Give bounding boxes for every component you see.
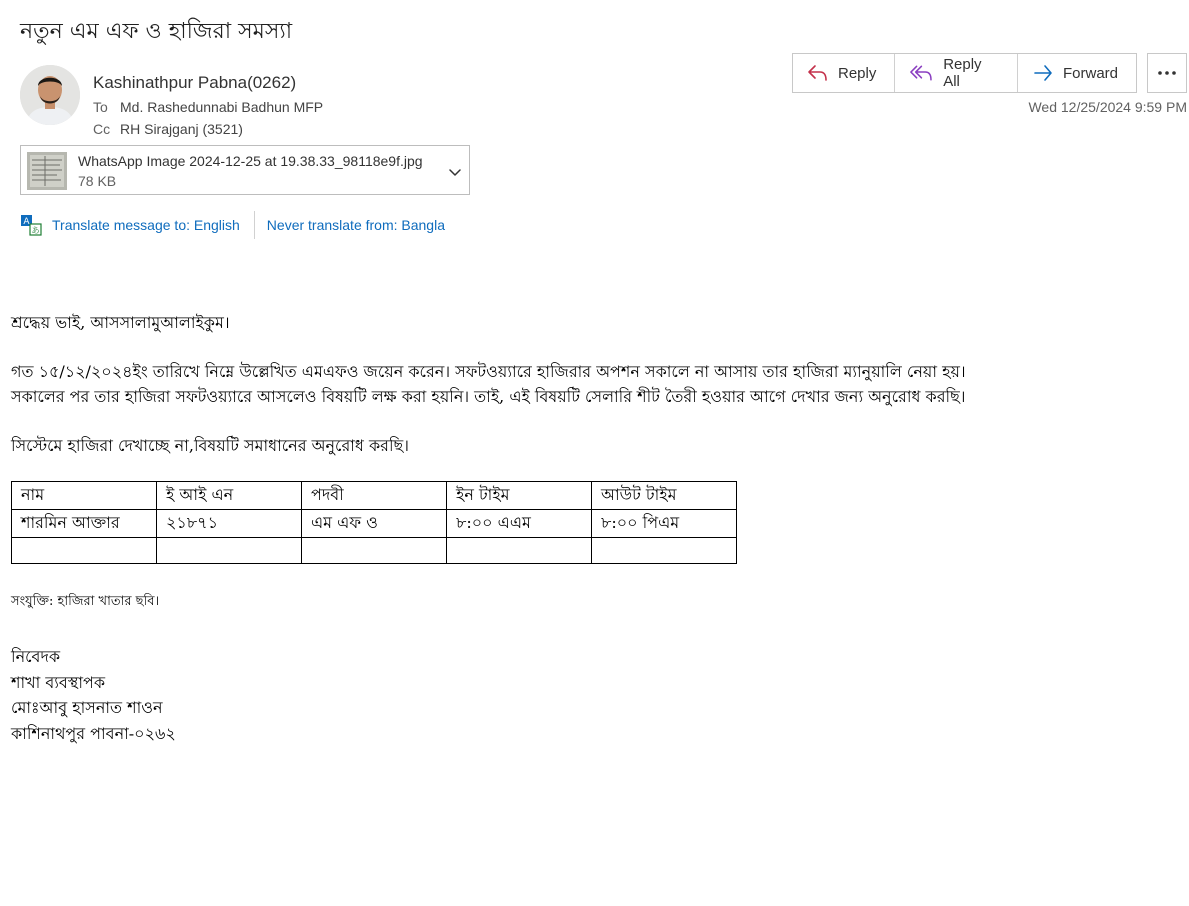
avatar-photo-icon: [20, 65, 80, 125]
paragraph-1-line-2: সকালের পর তার হাজিরা সফটওয়্যারে আসলেও বিষয়টি লক্ষ করা হয়নি। তাই, এই বিষয়টি সেলারি শীট তৈরী হওয়ার আগে দেখার জন্য অনুরোধ করছি।: [11, 387, 966, 406]
more-horizontal-icon: [1157, 70, 1177, 76]
sender-name[interactable]: Kashinathpur Pabna(0262): [93, 73, 297, 92]
attachment-thumbnail: [27, 152, 67, 190]
table-cell: [12, 538, 157, 564]
message-actions: [792, 53, 1137, 93]
signature-line: মোঃআবু হাসনাত শাওন: [11, 698, 163, 717]
attachment-size: 78 KB: [78, 173, 117, 189]
reply-button[interactable]: [793, 54, 895, 92]
image-thumbnail-icon: [27, 152, 67, 190]
table-header-row: [12, 482, 737, 510]
translation-bar: [20, 212, 445, 238]
cc-recipient[interactable]: RH Sirajganj (3521): [120, 121, 243, 137]
table-row: [12, 510, 737, 538]
reply-label: Reply: [838, 64, 877, 82]
table-cell: এম এফ ও: [302, 510, 447, 538]
signature-line: কাশিনাথপুর পাবনা-০২৬২: [11, 724, 176, 743]
table-cell: [592, 538, 737, 564]
cc-line: [93, 121, 243, 137]
table-header-cell: ই আই এন: [157, 482, 302, 510]
reply-all-icon: [909, 63, 934, 83]
paragraph-2: সিস্টেমে হাজিরা দেখাচ্ছে না,বিষয়টি সমাধানের অনুরোধ করছি।: [11, 436, 409, 455]
to-line: [93, 99, 323, 115]
cc-label: Cc: [93, 121, 111, 137]
email-subject: নতুন এম এফ ও হাজিরা সমস্যা: [20, 19, 293, 44]
reply-all-label: Reply All: [943, 56, 982, 90]
table-header-cell: পদবী: [302, 482, 447, 510]
table-cell: [157, 538, 302, 564]
chevron-down-icon: [449, 168, 461, 178]
received-date: Wed 12/25/2024 9:59 PM: [1028, 99, 1187, 115]
table-cell: ২১৮৭১: [157, 510, 302, 538]
signature-line: নিবেদক: [11, 647, 61, 666]
attachment-note: সংযুক্তি: হাজিরা খাতার ছবি।: [11, 594, 160, 609]
to-recipient[interactable]: Md. Rashedunnabi Badhun MFP: [120, 99, 324, 115]
to-label: To: [93, 99, 108, 115]
attachment-name: WhatsApp Image 2024-12-25 at 19.38.33_98118e9f.jpg: [78, 153, 423, 169]
svg-text:あ: あ: [31, 226, 40, 235]
sender-avatar[interactable]: [20, 65, 80, 125]
signature-line: শাখা ব্যবস্থাপক: [11, 673, 106, 692]
table-header-cell: নাম: [12, 482, 157, 510]
forward-icon: [1032, 63, 1054, 83]
forward-button[interactable]: [1018, 54, 1136, 92]
table-cell: [447, 538, 592, 564]
more-actions-button[interactable]: [1147, 53, 1187, 93]
reply-icon: [807, 63, 829, 83]
translate-to-english-link[interactable]: Translate message to: English: [52, 217, 240, 233]
never-translate-link[interactable]: Never translate from: Bangla: [266, 217, 445, 233]
attendance-table: [11, 481, 737, 564]
reply-all-button[interactable]: [895, 54, 1018, 92]
forward-label: Forward: [1062, 64, 1118, 82]
translate-divider: [254, 211, 255, 239]
table-cell: [302, 538, 447, 564]
table-cell: শারমিন আক্তার: [12, 510, 157, 538]
attachment-card[interactable]: [20, 145, 470, 195]
table-cell: ৮:০০ পিএম: [592, 510, 737, 538]
svg-text:A: A: [23, 217, 30, 227]
paragraph-1-line-1: গত ১৫/১২/২০২৪ইং তারিখে নিম্নে উল্লেখিত এমএফও জয়েন করেন। সফটওয়্যারে হাজিরার অপশন সকালে না আসায় তার হাজিরা ম্যানুয়ালি নেয়া হয়।: [11, 362, 966, 381]
table-cell: ৮:০০ এএম: [447, 510, 592, 538]
greeting: শ্রদ্ধেয় ভাই, আসসালামুআলাইকুম।: [11, 313, 230, 332]
table-header-cell: ইন টাইম: [447, 482, 592, 510]
attachment-menu-button[interactable]: [449, 163, 461, 182]
table-row: [12, 538, 737, 564]
translate-icon: [20, 214, 42, 236]
table-header-cell: আউট টাইম: [592, 482, 737, 510]
